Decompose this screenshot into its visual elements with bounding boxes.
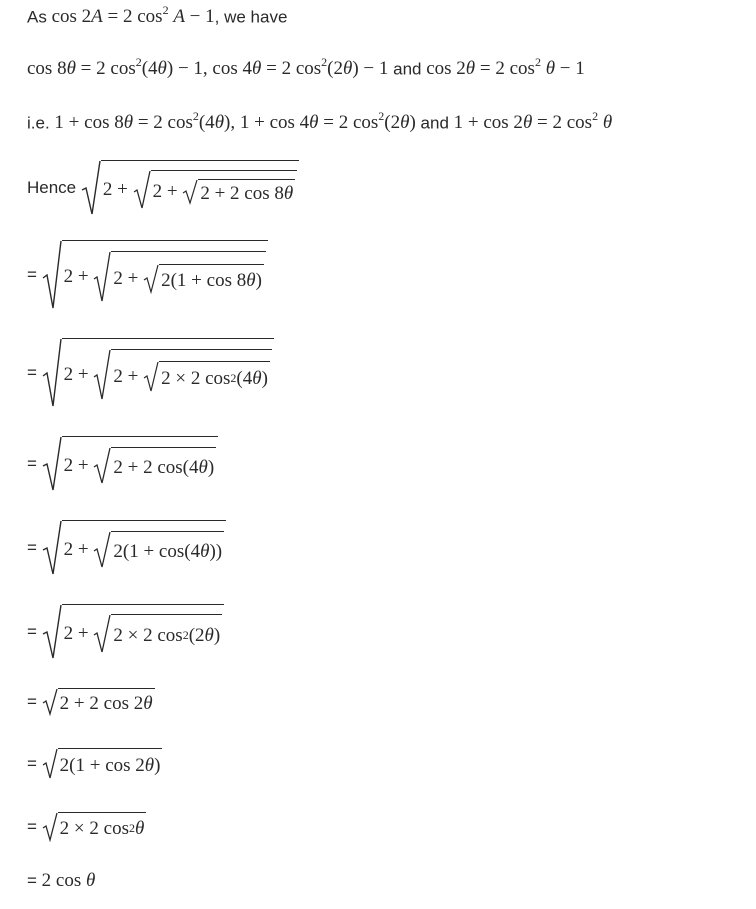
step-7 [27,688,756,716]
radical: 2(1 + cos 2 θ ) [42,748,163,780]
text-and-2: and [420,113,449,133]
formula-cos2a: cos 2A = 2 $\cos^2 A - 1$ [51,3,215,28]
step-2 [27,240,756,310]
step-4 [27,436,756,492]
equals-sign: = [27,692,37,711]
equals-sign: = [27,363,37,382]
text-hence: Hence [27,178,77,197]
radical: 2 + 2 + 2 + 2 cos 8 θ [81,160,299,216]
formula-expansions: cos 8θ = 2 $\cos^2(4\theta) - 1$, cos 4θ = 2 $\cos^2(2\theta) - 1$ [27,55,389,80]
equals-sign: = [27,754,37,773]
final-result: 2 cos θ [41,870,96,891]
equals-sign: = [27,454,37,473]
radical: 2 + 2 × 2 cos $^2$ (2 θ ) [42,604,225,660]
equals-sign: = [27,871,37,890]
radical: 2 + 2 + 2 cos(4 θ ) [42,436,219,492]
text-as: As [27,7,47,27]
radical: 2 + 2 cos 2 θ [42,688,155,716]
equals-sign: = [27,265,37,284]
formula-ie: 1 + cos 8θ = 2 $\cos^2(4\theta)$, 1 + cos 4θ = 2 $\cos^2(2\theta)$ [54,109,416,134]
identity-line [27,4,756,28]
text-and: and [393,59,422,79]
ie-line [27,110,756,134]
text-we-have: , we have [214,7,288,27]
step-9 [27,812,756,842]
expansions-line [27,56,756,80]
step-hence [27,160,756,216]
step-3 [27,338,756,408]
radical: 2 × 2 cos $^2$ θ [42,812,147,842]
equals-sign: = [27,538,37,557]
equals-sign: = [27,817,37,836]
formula-ie-2: 1 + cos 2θ = 2 $\cos^2 \theta$ [453,109,613,134]
step-final [27,870,756,892]
step-8 [27,748,756,780]
step-5 [27,520,756,576]
radical: 2 + 2 + 2 × 2 cos $^2$ (4 θ ) [42,338,274,408]
radical: 2 + 2(1 + cos(4 θ )) [42,520,226,576]
equals-sign: = [27,622,37,641]
text-ie: i.e. [27,113,50,133]
step-6 [27,604,756,660]
formula-cos2theta: cos 2θ = 2 $\cos^2 \theta - 1$ [426,55,585,80]
radical: 2 + 2 + 2(1 + cos 8 θ ) [42,240,268,310]
